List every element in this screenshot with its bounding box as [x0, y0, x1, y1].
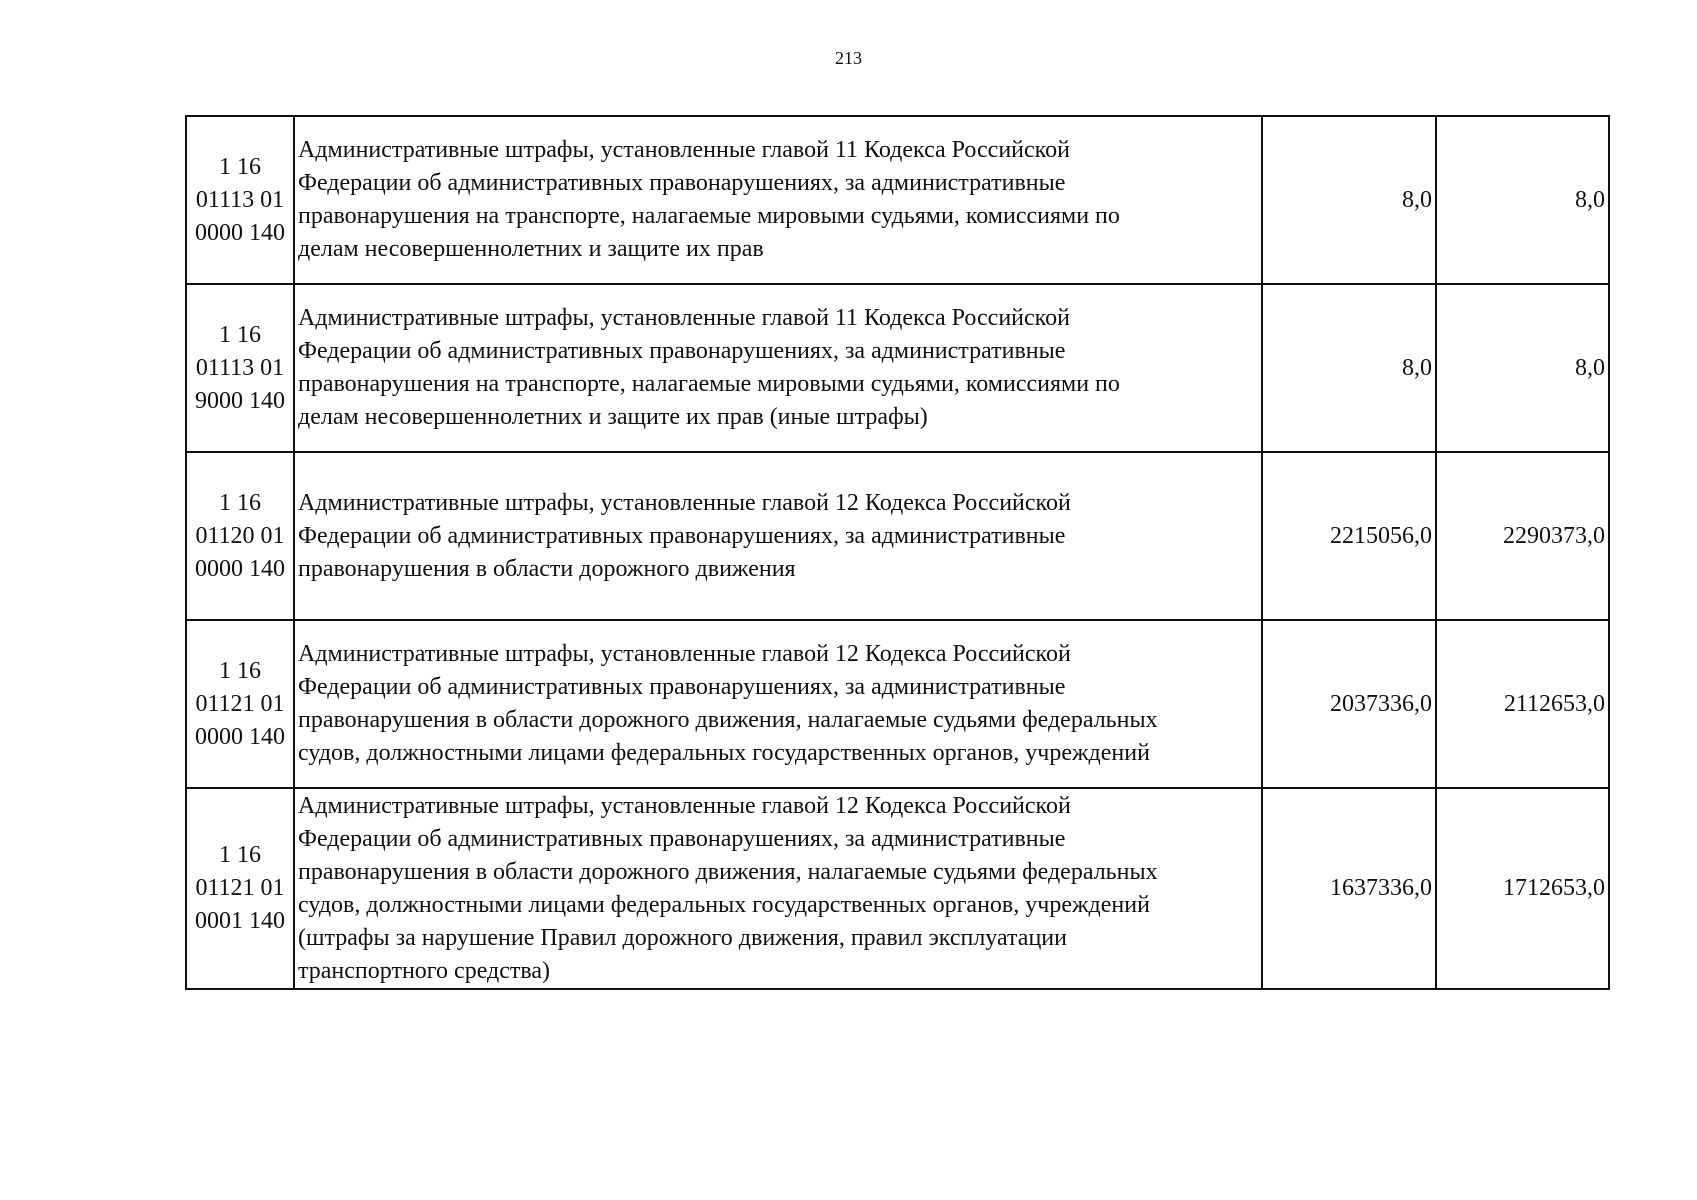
- table-row: [186, 620, 1609, 788]
- budget-classification-code: 1 16 01121 01 0001 140: [186, 788, 294, 989]
- amount-year-2: 8,0: [1436, 116, 1609, 284]
- amount-year-1: 2215056,0: [1262, 452, 1436, 620]
- budget-revenue-table: [185, 115, 1610, 990]
- budget-classification-code: 1 16 01120 01 0000 140: [186, 452, 294, 620]
- amount-year-2: 8,0: [1436, 284, 1609, 452]
- amount-year-2: 2112653,0: [1436, 620, 1609, 788]
- budget-classification-code: 1 16 01121 01 0000 140: [186, 620, 294, 788]
- amount-year-1: 1637336,0: [1262, 788, 1436, 989]
- revenue-description: Административные штрафы, установленные главой 12 Кодекса Российской Федерации об административных правонарушениях, за административные правонарушения в области дорожного движения, налагаемые судьями федеральных судов, должностными лицами федеральных государственных органов, учреждений (штрафы за нарушение Правил дорожного движения, правил эксплуатации транспортного средства): [294, 788, 1262, 989]
- revenue-description: Административные штрафы, установленные главой 11 Кодекса Российской Федерации об административных правонарушениях, за административные правонарушения на транспорте, налагаемые мировыми судьями, комиссиями по делам несовершеннолетних и защите их прав: [294, 116, 1262, 284]
- table-row: [186, 116, 1609, 284]
- amount-year-1: 8,0: [1262, 116, 1436, 284]
- amount-year-1: 8,0: [1262, 284, 1436, 452]
- amount-year-1: 2037336,0: [1262, 620, 1436, 788]
- revenue-description: Административные штрафы, установленные главой 12 Кодекса Российской Федерации об административных правонарушениях, за административные правонарушения в области дорожного движения: [294, 452, 1262, 620]
- revenue-description: Административные штрафы, установленные главой 12 Кодекса Российской Федерации об административных правонарушениях, за административные правонарушения в области дорожного движения, налагаемые судьями федеральных судов, должностными лицами федеральных государственных органов, учреждений: [294, 620, 1262, 788]
- page-number: 213: [835, 48, 862, 68]
- table-row: [186, 452, 1609, 620]
- budget-classification-code: 1 16 01113 01 0000 140: [186, 116, 294, 284]
- amount-year-2: 2290373,0: [1436, 452, 1609, 620]
- budget-classification-code: 1 16 01113 01 9000 140: [186, 284, 294, 452]
- table-row: [186, 284, 1609, 452]
- amount-year-2: 1712653,0: [1436, 788, 1609, 989]
- table-row: [186, 788, 1609, 989]
- revenue-description: Административные штрафы, установленные главой 11 Кодекса Российской Федерации об административных правонарушениях, за административные правонарушения на транспорте, налагаемые мировыми судьями, комиссиями по делам несовершеннолетних и защите их прав (иные штрафы): [294, 284, 1262, 452]
